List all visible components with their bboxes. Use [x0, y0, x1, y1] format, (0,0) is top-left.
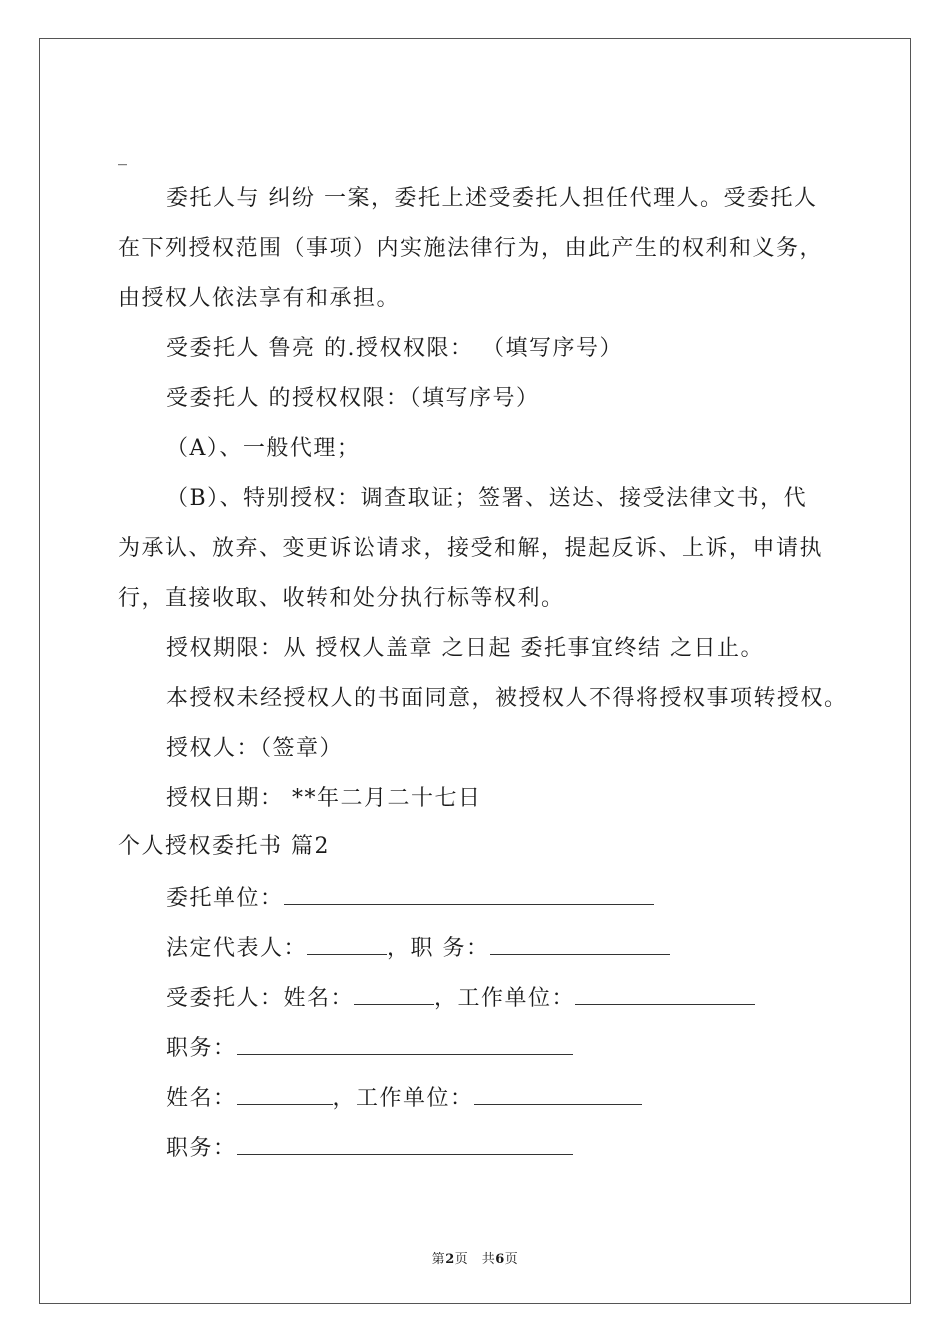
- blank-line: [307, 936, 387, 955]
- paragraph-6: 授权期限：从 授权人盖章 之日起 委托事宜终结 之日止。: [166, 636, 764, 661]
- field-row-3: [166, 984, 755, 1014]
- paragraph-5-line-3: 行，直接收取、收转和处分执行标等权利。: [118, 586, 565, 611]
- paragraph-2: 受委托人 鲁亮 的.授权权限： （填写序号）: [166, 336, 623, 361]
- page-border: [39, 38, 911, 1304]
- paragraph-9: 授权日期： **年二月二十七日: [166, 786, 482, 811]
- paragraph-3: 受委托人 的授权权限：（填写序号）: [166, 386, 540, 411]
- footer-mid: 页 共: [454, 1252, 496, 1267]
- field-row-5: [166, 1084, 642, 1114]
- current-page-number: 2: [445, 1252, 455, 1267]
- footer-prefix: 第: [431, 1252, 446, 1267]
- field-label: ，工作单位：: [434, 986, 576, 1011]
- blank-line: [575, 986, 755, 1005]
- field-label: 职务：: [166, 1036, 237, 1061]
- field-label: ，职 务：: [387, 936, 490, 961]
- field-label: 姓名：: [166, 1086, 237, 1111]
- field-row-2: [166, 934, 670, 964]
- footer-suffix: 页: [504, 1252, 519, 1267]
- field-label: 受委托人：姓名：: [166, 986, 355, 1011]
- blank-line: [474, 1086, 642, 1105]
- field-label: 职务：: [166, 1136, 237, 1161]
- blank-line: [237, 1086, 333, 1105]
- leading-dash: _: [118, 145, 127, 166]
- page-footer: [0, 1248, 950, 1267]
- field-row-4: [166, 1034, 573, 1064]
- paragraph-5-line-2: 为承认、放弃、变更诉讼请求，接受和解，提起反诉、上诉，申请执: [118, 536, 824, 561]
- field-label: ，工作单位：: [332, 1086, 474, 1111]
- paragraph-5-line-1: （B）、特别授权：调查取证；签署、送达、接受法律文书，代: [166, 486, 808, 511]
- blank-line: [284, 886, 654, 905]
- paragraph-1-line-3: 由授权人依法享有和承担。: [118, 286, 401, 311]
- blank-line: [237, 1036, 573, 1055]
- blank-line: [490, 936, 670, 955]
- field-label: 法定代表人：: [166, 936, 308, 961]
- paragraph-8: 授权人：（签章）: [166, 736, 344, 761]
- paragraph-1-line-1: 委托人与 纠纷 一案，委托上述受委托人担任代理人。受委托人: [166, 186, 818, 211]
- field-row-1: [166, 884, 654, 914]
- paragraph-1-line-2: 在下列授权范围（事项）内实施法律行为，由此产生的权利和义务，: [118, 236, 824, 261]
- field-label: 委托单位：: [166, 886, 284, 911]
- field-row-6: [166, 1134, 573, 1164]
- blank-line: [237, 1136, 573, 1155]
- total-page-count: 6: [495, 1252, 505, 1267]
- paragraph-4: （A）、一般代理；: [166, 436, 361, 461]
- section-heading: 个人授权委托书 篇2: [118, 834, 330, 859]
- blank-line: [354, 986, 434, 1005]
- paragraph-7: 本授权未经授权人的书面同意，被授权人不得将授权事项转授权。: [166, 686, 848, 711]
